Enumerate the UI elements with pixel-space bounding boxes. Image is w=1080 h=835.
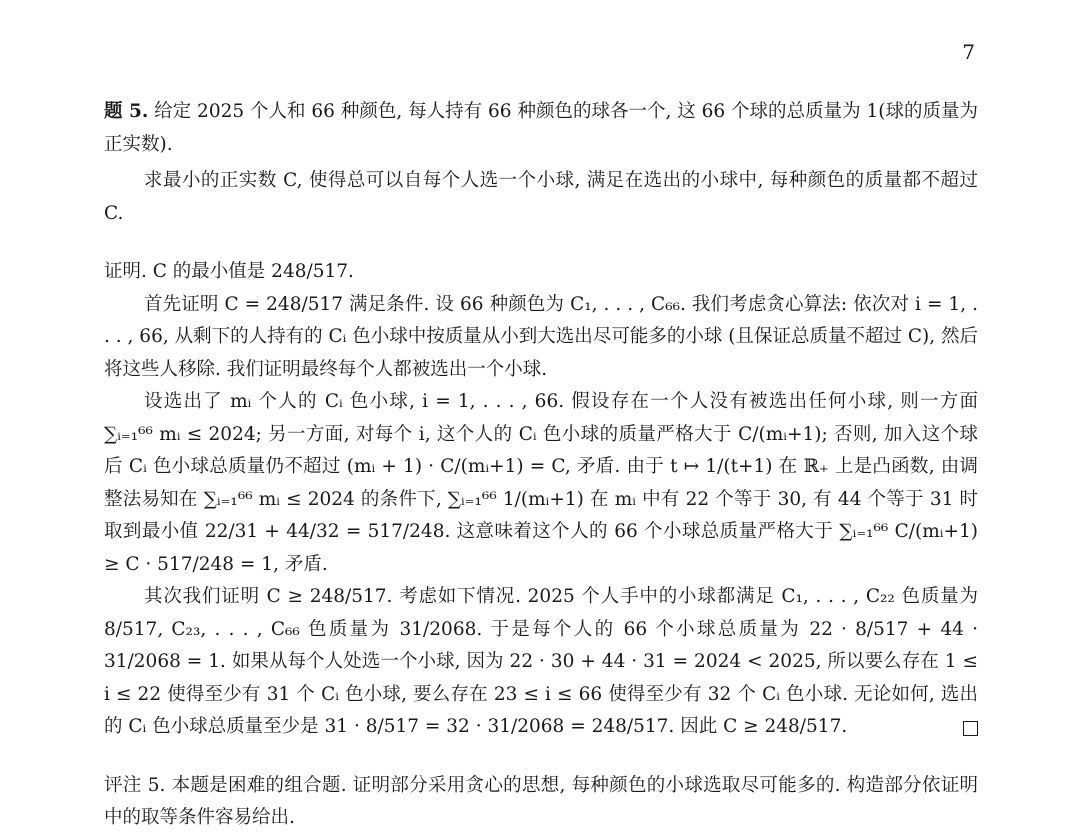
proof-paragraph-1: 首先证明 C = 248/517 满足条件. 设 66 种颜色为 C₁, . . . , C₆₆. 我们考虑贪心算法: 依次对 i = 1, . . . , 66, 从剩下的人持有的 Cᵢ 色小球中按质量从小到大选出尽可能多的小球 (且保证总质量不超过 C), 然后将这些人移除. 我们证明最终每个人都被选出一个小球. [104,293,978,380]
problem-statement-text: 给定 2025 个人和 66 种颜色, 每人持有 66 种颜色的球各一个, 这 66 个球的总质量为 1(球的质量为正实数). [104,101,978,155]
remark: 评注 5. 本题是困难的组合题. 证明部分采用贪心的思想, 每种颜色的小球选取尽可能多的. 构造部分依证明中的取等条件容易给出. [104,774,978,828]
qed-square-icon [963,721,978,736]
problem-label: 题 5. [104,101,149,122]
problem-statement [104,96,978,161]
proof-intro: 证明. C 的最小值是 248/517. [104,261,354,282]
problem-question: 求最小的正实数 C, 使得总可以自每个人选一个小球, 满足在选出的小球中, 每种颜色的质量都不超过 C. [104,170,978,224]
page-content [104,96,978,835]
proof-paragraph-3-block [104,581,978,744]
proof-paragraph-3: 其次我们证明 C ≥ 248/517. 考虑如下情况. 2025 个人手中的小球都满足 C₁, . . . , C₂₂ 色质量为 8/517, C₂₃, . . . , C₆₆ 色质量为 31/2068. 于是每个人的 66 个小球总质量为 22 · 8/517 + 44 · 31/2068 = 1. 如果从每个人处选一个小球, 因为 22 · 30 + 44 · 31 = 2024 < 2025, 所以要么存在 1 ≤ i ≤ 22 使得至少有 31 个 Cᵢ 色小球, 要么存在 23 ≤ i ≤ 66 使得至少有 32 个 Cᵢ 色小球. 无论如何, 选出的 Cᵢ 色小球总质量至少是 31 · 8/517 = 32 · 31/2068 = 248/517. 因此 C ≥ 248/517. [104,586,978,737]
proof-paragraph-2: 设选出了 mᵢ 个人的 Cᵢ 色小球, i = 1, . . . , 66. 假设存在一个人没有被选出任何小球, 则一方面 ∑ᵢ₌₁⁶⁶ mᵢ ≤ 2024; 另一方面, 对每个 i, 这个人的 Cᵢ 色小球的质量严格大于 C/(mᵢ+1); 否则, 加入这个球后 Cᵢ 色小球总质量仍不超过 (mᵢ + 1) · C/(mᵢ+1) = C, 矛盾. 由于 t ↦ 1/(t+1) 在 ℝ₊ 上是凸函数, 由调整法易知在 ∑ᵢ₌₁⁶⁶ mᵢ ≤ 2024 的条件下, ∑ᵢ₌₁⁶⁶ 1/(mᵢ+1) 在 mᵢ 中有 22 个等于 30, 有 44 个等于 31 时取到最小值 22/31 + 44/32 = 517/248. 这意味着这个人的 66 个小球总质量严格大于 ∑ᵢ₌₁⁶⁶ C/(mᵢ+1) ≥ C · 517/248 = 1, 矛盾. [104,391,978,575]
page-number: 7 [962,40,975,64]
